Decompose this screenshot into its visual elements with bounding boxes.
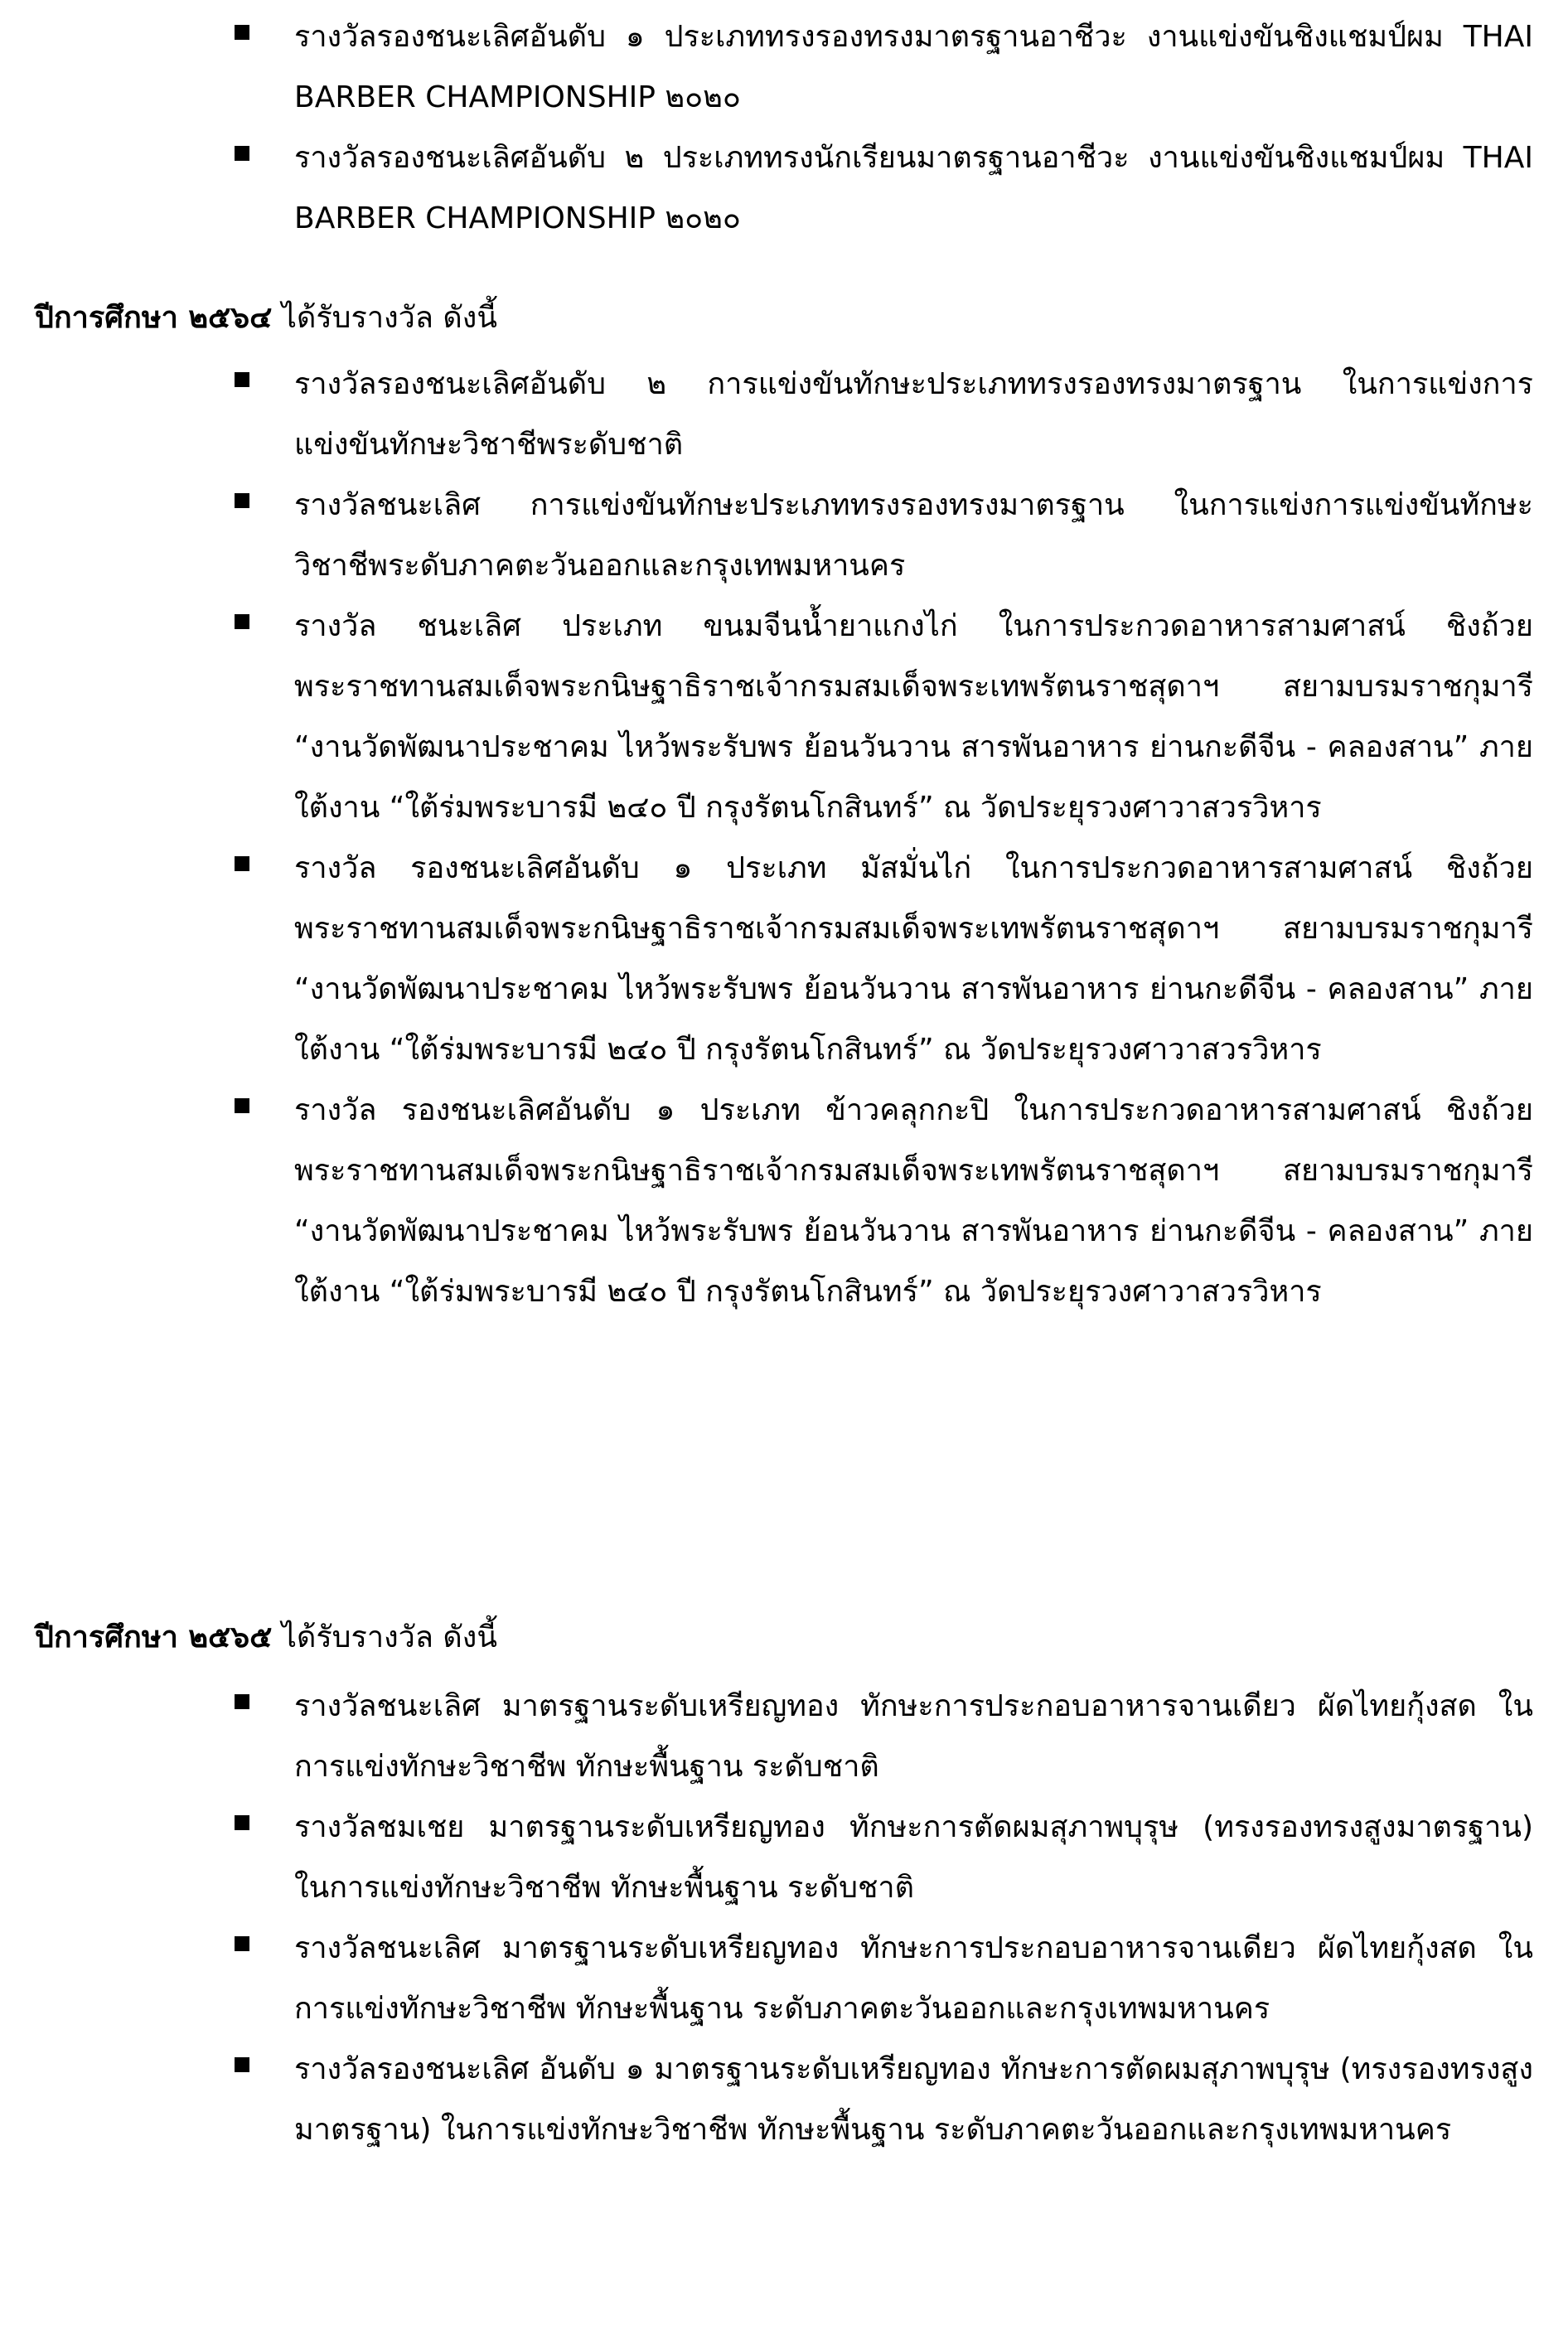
year-heading-label: ปีการศึกษา ๒๕๖๔ bbox=[35, 301, 273, 335]
award-item bbox=[294, 2039, 1533, 2160]
award-text: รางวัล ชนะเลิศ ประเภท ขนมจีนน้ำยาแกงไก่ ในการประกวดอาหารสามศาสน์ ชิงถ้วยพระราชทานสมเด็จพระกนิษฐาธิราชเจ้ากรมสมเด็จพระเทพรัตนราชสุดาฯ สยามบรมราชกุมารี “งานวัดพัฒนาประชาคม ไหว้พระรับพร ย้อนวันวาน สารพันอาหาร ย่านกะดีจีน - คลองสาน” ภายใต้งาน “ใต้ร่มพระบารมี ๒๔๐ ปี กรุงรัตนโกสินทร์” ณ วัดประยุรวงศาวาสวรวิหาร bbox=[294, 609, 1533, 825]
year-heading-label: ปีการศึกษา ๒๕๖๕ bbox=[35, 1620, 273, 1654]
award-text: รางวัลรองชนะเลิศอันดับ ๑ ประเภททรงรองทรงมาตรฐานอาชีวะ งานแข่งขันชิงแชมป์ผม THAI BARBER CHAMPIONSHIP ๒๐๒๐ bbox=[294, 20, 1533, 114]
award-text: รางวัลชนะเลิศ การแข่งขันทักษะประเภททรงรองทรงมาตรฐาน ในการแข่งการแข่งขันทักษะวิชาชีพระดับภาคตะวันออกและกรุงเทพมหานคร bbox=[294, 488, 1533, 583]
award-item bbox=[294, 1080, 1533, 1322]
award-item bbox=[294, 128, 1533, 249]
award-list-2565 bbox=[294, 1676, 1533, 2160]
award-text: รางวัลรองชนะเลิศอันดับ ๒ การแข่งขันทักษะประเภททรงรองทรงมาตรฐาน ในการแข่งการแข่งขันทักษะวิชาชีพระดับชาติ bbox=[294, 367, 1533, 462]
square-bullet-icon bbox=[235, 1694, 249, 1709]
award-text: รางวัล รองชนะเลิศอันดับ ๑ ประเภท มัสมั่นไก่ ในการประกวดอาหารสามศาสน์ ชิงถ้วยพระราชทานสมเด็จพระกนิษฐาธิราชเจ้ากรมสมเด็จพระเทพรัตนราชสุดาฯ สยามบรมราชกุมารี “งานวัดพัฒนาประชาคม ไหว้พระรับพร ย้อนวันวาน สารพันอาหาร ย่านกะดีจีน - คลองสาน” ภายใต้งาน “ใต้ร่มพระบารมี ๒๔๐ ปี กรุงรัตนโกสินทร์” ณ วัดประยุรวงศาวาสวรวิหาร bbox=[294, 851, 1533, 1067]
square-bullet-icon bbox=[235, 856, 249, 871]
square-bullet-icon bbox=[235, 493, 249, 508]
square-bullet-icon bbox=[235, 25, 249, 40]
award-item bbox=[294, 354, 1533, 475]
award-text: รางวัลชนะเลิศ มาตรฐานระดับเหรียญทอง ทักษะการประกอบอาหารจานเดียว ผัดไทยกุ้งสด ในการแข่งทักษะวิชาชีพ ทักษะพื้นฐาน ระดับชาติ bbox=[294, 1689, 1533, 1784]
award-item bbox=[294, 7, 1533, 128]
square-bullet-icon bbox=[235, 1815, 249, 1830]
square-bullet-icon bbox=[235, 1098, 249, 1113]
square-bullet-icon bbox=[235, 146, 249, 161]
award-item bbox=[294, 1797, 1533, 1918]
award-item bbox=[294, 596, 1533, 838]
award-item bbox=[294, 1918, 1533, 2039]
square-bullet-icon bbox=[235, 372, 249, 387]
award-item bbox=[294, 475, 1533, 596]
year-heading-suffix: ได้รับรางวัล ดังนี้ bbox=[272, 1620, 497, 1654]
square-bullet-icon bbox=[235, 2057, 249, 2072]
award-list-continued bbox=[294, 7, 1533, 249]
year-heading-2564 bbox=[35, 298, 497, 338]
award-text: รางวัลรองชนะเลิศ อันดับ ๑ มาตรฐานระดับเหรียญทอง ทักษะการตัดผมสุภาพบุรุษ (ทรงรองทรงสูงมาตรฐาน) ในการแข่งทักษะวิชาชีพ ทักษะพื้นฐาน ระดับภาคตะวันออกและกรุงเทพมหานคร bbox=[294, 2052, 1533, 2147]
year-heading-suffix: ได้รับรางวัล ดังนี้ bbox=[272, 301, 497, 335]
award-text: รางวัลชมเชย มาตรฐานระดับเหรียญทอง ทักษะการตัดผมสุภาพบุรุษ (ทรงรองทรงสูงมาตรฐาน) ในการแข่งทักษะวิชาชีพ ทักษะพื้นฐาน ระดับชาติ bbox=[294, 1810, 1533, 1905]
award-item bbox=[294, 838, 1533, 1080]
award-list-2564 bbox=[294, 354, 1533, 1322]
award-text: รางวัลชนะเลิศ มาตรฐานระดับเหรียญทอง ทักษะการประกอบอาหารจานเดียว ผัดไทยกุ้งสด ในการแข่งทักษะวิชาชีพ ทักษะพื้นฐาน ระดับภาคตะวันออกและกรุงเทพมหานคร bbox=[294, 1931, 1533, 2026]
square-bullet-icon bbox=[235, 1936, 249, 1951]
award-text: รางวัล รองชนะเลิศอันดับ ๑ ประเภท ข้าวคลุกกะปิ ในการประกวดอาหารสามศาสน์ ชิงถ้วยพระราชทานสมเด็จพระกนิษฐาธิราชเจ้ากรมสมเด็จพระเทพรัตนราชสุดาฯ สยามบรมราชกุมารี “งานวัดพัฒนาประชาคม ไหว้พระรับพร ย้อนวันวาน สารพันอาหาร ย่านกะดีจีน - คลองสาน” ภายใต้งาน “ใต้ร่มพระบารมี ๒๔๐ ปี กรุงรัตนโกสินทร์” ณ วัดประยุรวงศาวาสวรวิหาร bbox=[294, 1093, 1533, 1309]
award-item bbox=[294, 1676, 1533, 1797]
year-heading-2565 bbox=[35, 1618, 497, 1658]
square-bullet-icon bbox=[235, 614, 249, 629]
award-text: รางวัลรองชนะเลิศอันดับ ๒ ประเภททรงนักเรียนมาตรฐานอาชีวะ งานแข่งขันชิงแชมป์ผม THAI BARBER CHAMPIONSHIP ๒๐๒๐ bbox=[294, 141, 1533, 235]
